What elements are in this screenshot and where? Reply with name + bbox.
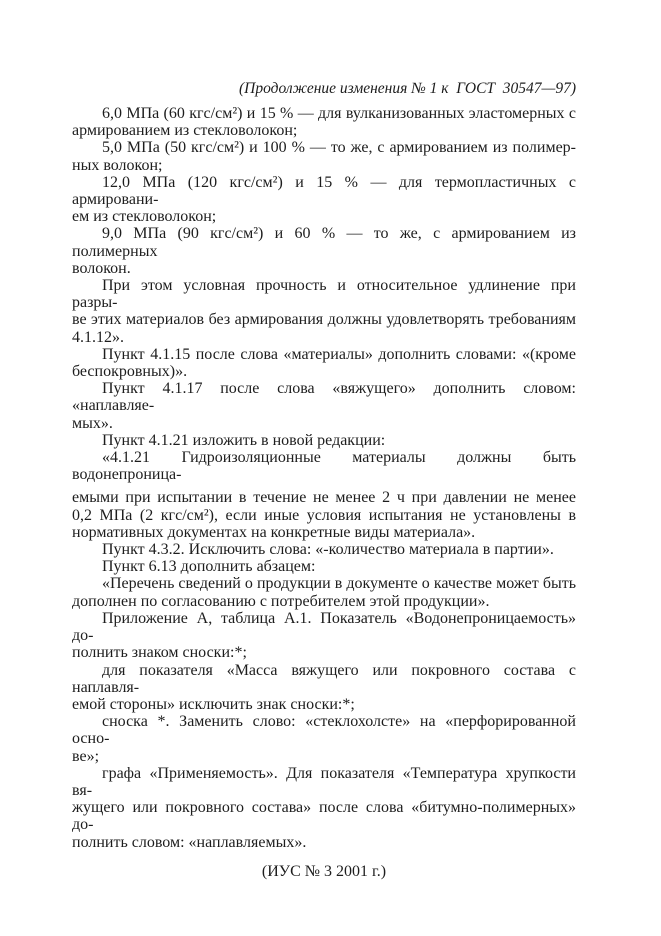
paragraph: [72, 346, 576, 380]
text-line: Пункт 6.13 дополнить абзацем:: [102, 558, 316, 576]
text-line: ве»;: [72, 747, 100, 765]
text-line: волокон.: [72, 259, 131, 277]
text-line: дополнен по согласованию с потребителем этой продукции».: [72, 592, 490, 610]
text-line: Приложение А, таблица А.1. Показатель «Водонепроницаемость» до-: [72, 609, 576, 645]
text-line: сноска *. Заменить слово: «стеклохолсте» на «перфорированной осно-: [72, 713, 576, 748]
text-line: 12,0 МПа (120 кгс/см²) и 15 % — для термопластичных с армировани-: [72, 173, 576, 209]
text-line: 9,0 МПа (90 кгс/см²) и 60 % — то же, с армированием из полимерных: [72, 225, 576, 260]
paragraph: [72, 575, 576, 609]
text-line: Пункт 4.1.15 после слова «материалы» дополнить словами: «(кроме: [102, 345, 576, 363]
text-line: При этом условная прочность и относительное удлинение при разры-: [72, 277, 576, 312]
text-line: Пункт 4.3.2. Исключить слова: «-количество материала в партии».: [102, 541, 554, 559]
paragraph: [72, 558, 576, 575]
paragraph: [72, 139, 576, 173]
text-line: армированием из стекловолокон;: [72, 122, 298, 140]
text-line: «Перечень сведений о продукции в документе о качестве может быть: [102, 575, 576, 593]
paragraph: [72, 432, 576, 449]
text-line: ем из стекловолокон;: [72, 208, 217, 226]
paragraph: [72, 713, 576, 765]
text-line: ве этих материалов без армирования должны удовлетворять требованиям: [72, 311, 576, 329]
text-line: 0,2 МПа (2 кгс/см²), если иные условия испытания не установлены в: [72, 506, 576, 524]
paragraph: [72, 225, 576, 277]
text-line: 4.1.12».: [72, 328, 124, 346]
text-line: «4.1.21 Гидроизоляционные материалы должны быть водонепроница-: [72, 449, 576, 484]
text-line: 6,0 МПа (60 кгс/см²) и 15 % — для вулканизованных эластомерных с: [102, 105, 576, 122]
text-line: полнить словом: «наплавляемых».: [72, 833, 307, 851]
paragraph: [72, 105, 576, 139]
text-line: Пункт 4.1.21 изложить в новой редакции:: [102, 431, 386, 449]
paragraph: [72, 277, 576, 346]
running-header: (Продолжение изменения № 1 к ГОСТ 30547—97): [239, 80, 576, 97]
text-line: емой стороны» исключить знак сноски:*;: [72, 695, 355, 713]
text-line: для показателя «Масса вяжущего или покровного состава с наплавля-: [72, 661, 576, 696]
paragraph: [72, 765, 576, 851]
text-line: Пункт 4.1.17 после слова «вяжущего» дополнить словом: «наплавляе-: [72, 380, 576, 415]
text-line: беспокровных)».: [72, 363, 188, 381]
text-line: жущего или покровного состава» после слова «битумно-полимерных» до-: [72, 799, 576, 834]
paragraph: [72, 380, 576, 432]
text-line: 5,0 МПа (50 кгс/см²) и 100 % — то же, с армированием из полимер-: [102, 139, 576, 157]
text-line: полнить знаком сноски:*;: [72, 644, 247, 662]
publication-note: (ИУС № 3 2001 г.): [261, 862, 387, 880]
paragraph: [72, 489, 576, 541]
text-line: графа «Применяемость». Для показателя «Температура хрупкости вя-: [72, 764, 576, 799]
text-line: мых».: [72, 414, 113, 432]
text-line: емыми при испытании в течение не менее 2 ч при давлении не менее: [72, 489, 576, 507]
document-body: [72, 105, 576, 880]
paragraph: [72, 662, 576, 714]
paragraph: [72, 449, 576, 483]
paragraph: [72, 541, 576, 558]
paragraph: [72, 610, 576, 662]
text-line: нормативных документах на конкретные виды материала».: [72, 523, 476, 541]
text-line: ных волокон;: [72, 156, 163, 174]
paragraph: [72, 174, 576, 226]
